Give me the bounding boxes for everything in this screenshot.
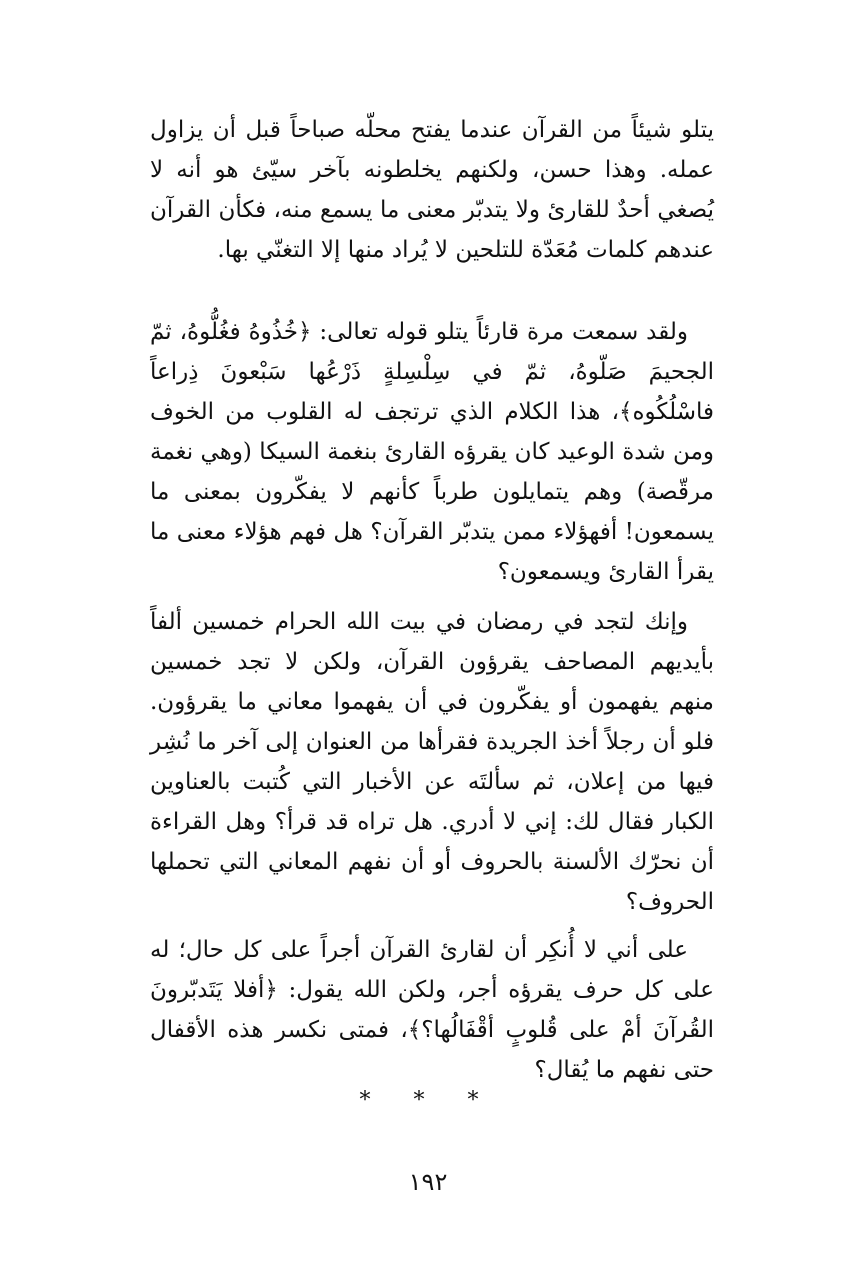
section-separator: * * * [359, 1088, 497, 1113]
paragraph-text: وإنك لتجد في رمضان في بيت الله الحرام خمسين ألفاً بأيديهم المصاحف يقرؤون القرآن، ولكن لا تجد خمسين منهم يفهمون أو يفكّرون في أن يفهموا معاني ما يقرؤون. فلو أن رجلاً أخذ الجريدة فقرأها من العنوان إلى آخر ما نُشِر فيها من إعلان، ثم سألتَه عن الأخبار التي كُتبت بالعناوين الكبار فقال لك: إني لا أدري. هل تراه قد قرأ؟ وهل القراءة أن نحرّك الألسنة بالحروف أو أن نفهم المعاني التي تحملها الحروف؟ [150, 609, 714, 915]
paragraph-text: ولقد سمعت مرة قارئاً يتلو قوله تعالى: ﴿خُذُوهُ فغُلُّوهُ، ثمّ الجحيمَ صَلّوهُ، ثمّ في سِلْسِلةٍ ذَرْعُها سَبْعونَ ذِراعاً فاسْلُكُوه﴾، هذا الكلام الذي ترتجف له القلوب من الخوف ومن شدة الوعيد كان يقرؤه القارئ بنغمة السيكا (وهي نغمة مرقّصة) وهم يتمايلون طرباً كأنهم لا يفكّرون بمعنى ما يسمعون! أفهؤلاء ممن يتدبّر القرآن؟ هل فهم هؤلاء معنى ما يقرأ القارئ ويسمعون؟ [150, 319, 714, 585]
body-paragraph-1 [150, 110, 714, 270]
body-paragraph-3 [150, 602, 714, 922]
body-paragraph-4 [150, 930, 714, 1090]
body-paragraph-2 [150, 312, 714, 592]
page-number: ١٩٢ [408, 1168, 448, 1196]
paragraph-text: على أني لا أُنكِر أن لقارئ القرآن أجراً على كل حال؛ له على كل حرف يقرؤه أجر، ولكن الله يقول: ﴿أفلا يَتَدبّرونَ القُرآنَ أمْ على قُلوبٍ أقْفَالُها؟﴾، فمتى نكسر هذه الأقفال حتى نفهم ما يُقال؟ [150, 937, 714, 1083]
paragraph-text: يتلو شيئاً من القرآن عندما يفتح محلّه صباحاً قبل أن يزاول عمله. وهذا حسن، ولكنهم يخلطونه بآخر سيّئ هو أنه لا يُصغي أحدٌ للقارئ ولا يتدبّر معنى ما يسمع منه، فكأن القرآن عندهم كلمات مُعَدّة للتلحين لا يُراد منها إلا التغنّي بها. [150, 117, 714, 263]
